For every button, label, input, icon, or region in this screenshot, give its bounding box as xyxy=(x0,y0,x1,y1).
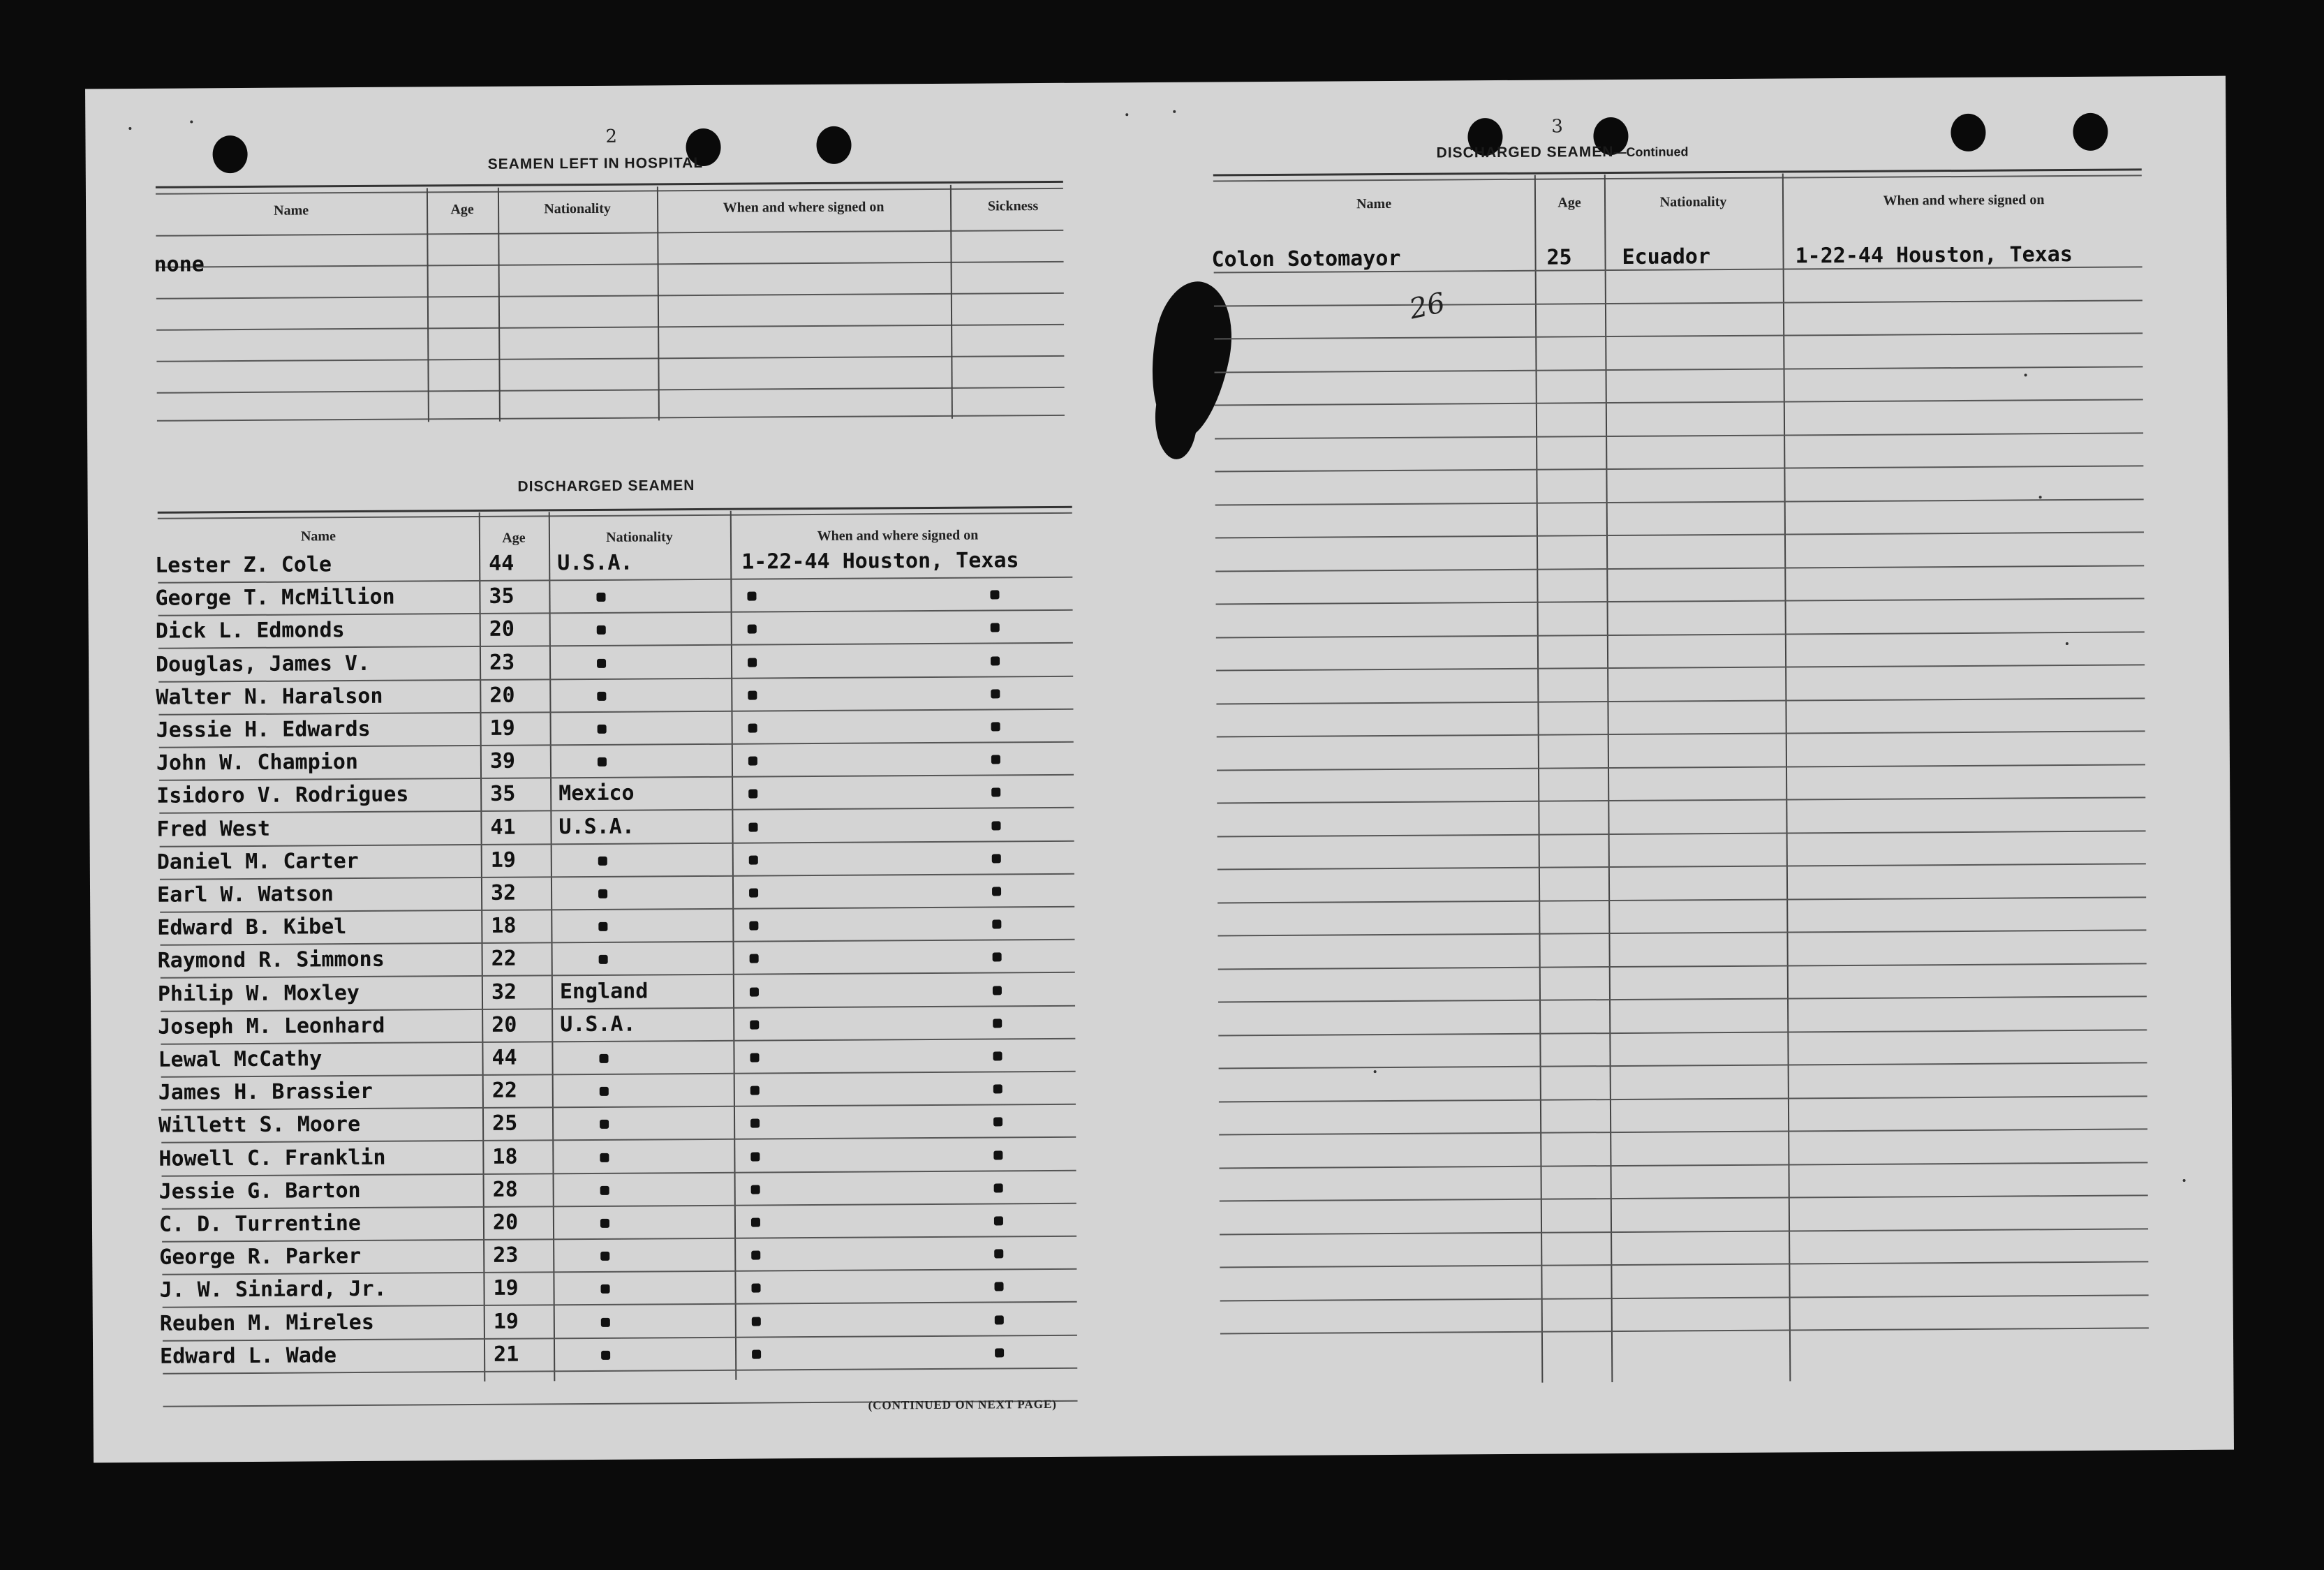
hospital-header-age: Age xyxy=(450,201,474,218)
row-rule xyxy=(1215,565,2144,572)
row-rule xyxy=(1216,598,2145,605)
row-rule xyxy=(160,906,1074,913)
title-text: DISCHARGED SEAMEN xyxy=(1436,144,1614,161)
discharged-header-signed-on: When and where signed on xyxy=(817,527,979,544)
row-rule xyxy=(159,774,1074,781)
seaman-age: 20 xyxy=(491,1012,517,1037)
seaman-age: 28 xyxy=(492,1177,518,1202)
row-rule xyxy=(1216,697,2145,704)
ditto-mark xyxy=(994,1216,1003,1225)
ditto-mark xyxy=(598,922,607,931)
discharged-section-title: DISCHARGED SEAMEN xyxy=(517,477,695,495)
punch-hole xyxy=(2073,113,2108,151)
table-cell: U.S.A. xyxy=(557,550,633,576)
row-rule xyxy=(1220,1294,2149,1301)
ditto-mark xyxy=(994,1183,1003,1192)
seaman-age: 22 xyxy=(491,946,517,971)
ditto-mark xyxy=(749,889,758,898)
seaman-name: Walter N. Haralson xyxy=(156,683,383,710)
seaman-age: 35 xyxy=(490,781,516,806)
seaman-name: Fred West xyxy=(156,816,271,842)
seaman-name: Philip W. Moxley xyxy=(157,981,360,1007)
row-rule xyxy=(1214,299,2142,306)
ditto-mark xyxy=(751,1284,760,1293)
seaman-name: Isidoro V. Rodrigues xyxy=(156,782,409,808)
ditto-mark xyxy=(750,1021,759,1030)
ditto-mark xyxy=(993,1084,1002,1093)
seaman-name: George T. McMillion xyxy=(155,584,395,611)
row-rule xyxy=(1215,531,2144,538)
row-rule xyxy=(1219,1162,2147,1169)
row-rule xyxy=(158,676,1073,683)
row-rule xyxy=(161,939,1075,946)
seaman-age: 19 xyxy=(489,716,515,741)
page-number: 2 xyxy=(605,126,618,147)
ditto-mark xyxy=(600,1087,609,1096)
ditto-mark xyxy=(748,757,757,766)
ditto-mark xyxy=(751,1251,760,1260)
row-rule xyxy=(158,709,1073,716)
row-rule xyxy=(161,972,1075,979)
ditto-mark xyxy=(748,790,757,799)
ditto-mark xyxy=(993,1117,1002,1126)
hospital-header-nationality: Nationality xyxy=(544,200,611,217)
ditto-mark xyxy=(750,1153,760,1162)
seaman-name: John W. Champion xyxy=(156,750,359,776)
row-rule xyxy=(161,1136,1076,1143)
row-rule xyxy=(1217,764,2145,771)
ditto-mark xyxy=(994,1282,1003,1291)
ditto-mark xyxy=(991,821,1000,830)
seaman-age: 20 xyxy=(492,1210,519,1235)
ditto-mark xyxy=(751,1218,760,1227)
row-rule xyxy=(1219,1062,2147,1069)
table-cell: U.S.A. xyxy=(558,814,635,840)
ditto-mark xyxy=(598,857,607,866)
seaman-age: 21 xyxy=(493,1342,519,1367)
row-rule xyxy=(1217,797,2145,803)
row-rule xyxy=(162,1268,1076,1275)
ditto-mark xyxy=(598,757,607,767)
right-grid-col xyxy=(1534,175,1544,1383)
discharged-header-nationality: Nationality xyxy=(606,529,673,545)
ditto-mark xyxy=(597,625,606,635)
row-rule xyxy=(1220,1194,2148,1201)
seaman-name: Earl W. Watson xyxy=(156,882,334,908)
row-rule xyxy=(1217,830,2146,837)
ditto-mark xyxy=(600,1284,609,1294)
ditto-mark xyxy=(992,887,1001,896)
seaman-age: 19 xyxy=(493,1309,519,1334)
page-number: 3 xyxy=(1551,116,1564,138)
right-grid-col xyxy=(1782,174,1791,1382)
seaman-age: 20 xyxy=(489,683,515,708)
row-rule xyxy=(1215,432,2143,439)
ditto-mark xyxy=(991,656,1000,665)
right-header-signed-on: When and where signed on xyxy=(1883,192,2045,209)
row-rule xyxy=(1220,1261,2148,1268)
ditto-mark xyxy=(596,593,605,602)
table-cell: Mexico xyxy=(558,780,635,806)
row-rule xyxy=(1217,929,2146,936)
seaman-name: Edward B. Kibel xyxy=(157,914,347,940)
ditto-mark xyxy=(601,1351,610,1360)
signed-on: 1-22-44 Houston, Texas xyxy=(741,548,1019,575)
ditto-mark xyxy=(992,919,1001,928)
seaman-name: Lester Z. Cole xyxy=(155,552,332,578)
seaman-name: Raymond R. Simmons xyxy=(157,947,385,973)
ditto-mark xyxy=(598,725,607,734)
row-rule xyxy=(160,873,1074,880)
ditto-mark xyxy=(750,1053,759,1062)
ditto-mark xyxy=(600,1153,609,1162)
ditto-mark xyxy=(750,988,759,997)
ditto-mark xyxy=(598,889,607,898)
seaman-name: C. D. Turrentine xyxy=(158,1211,362,1237)
hospital-section-title: SEAMEN LEFT IN HOSPITAL xyxy=(487,154,704,172)
row-rule xyxy=(1220,1327,2149,1334)
row-rule xyxy=(1218,1029,2147,1036)
ditto-mark xyxy=(993,986,1002,995)
row-rule xyxy=(1215,366,2143,373)
ditto-mark xyxy=(993,1051,1002,1060)
ditto-mark xyxy=(600,1120,609,1129)
seaman-name: Douglas, James V. xyxy=(155,651,371,677)
ditto-mark xyxy=(750,1086,760,1095)
hospital-entry: none xyxy=(154,252,205,277)
seaman-age: 23 xyxy=(493,1243,519,1268)
row-rule xyxy=(1217,896,2146,903)
seaman-name: J. W. Siniard, Jr. xyxy=(159,1276,387,1303)
ditto-mark xyxy=(600,1252,609,1261)
ditto-mark xyxy=(995,1348,1004,1357)
ditto-mark xyxy=(993,1150,1002,1160)
seaman-nationality: Ecuador xyxy=(1622,244,1711,269)
left-grid-col xyxy=(730,511,737,1380)
seaman-age: 41 xyxy=(490,815,516,840)
row-rule xyxy=(162,1170,1076,1177)
row-rule xyxy=(160,840,1074,847)
row-rule xyxy=(163,1335,1077,1342)
row-rule xyxy=(1220,1228,2148,1235)
punch-hole xyxy=(1951,114,1985,151)
ditto-mark xyxy=(601,1318,610,1327)
ditto-mark xyxy=(752,1317,761,1326)
row-rule xyxy=(161,1005,1075,1012)
row-rule xyxy=(1219,1128,2147,1135)
ditto-mark xyxy=(993,952,1002,961)
hospital-header-sickness: Sickness xyxy=(987,198,1039,214)
discharged-continued-title xyxy=(1437,143,1689,161)
seaman-name: James H. Brassier xyxy=(158,1079,373,1105)
ditto-mark xyxy=(748,625,757,634)
row-rule xyxy=(1217,730,2145,737)
row-rule xyxy=(1215,465,2143,472)
seaman-age: 19 xyxy=(490,847,517,873)
row-rule xyxy=(161,1038,1075,1045)
row-rule xyxy=(158,609,1073,616)
seaman-name: Dick L. Edmonds xyxy=(155,618,345,644)
seaman-name: Willett S. Moore xyxy=(158,1112,361,1138)
ditto-mark xyxy=(599,955,608,964)
signed-on: 1-22-44 Houston, Texas xyxy=(1795,242,2073,269)
seaman-age: 23 xyxy=(489,650,515,675)
row-rule xyxy=(162,1203,1076,1210)
ditto-mark xyxy=(597,659,606,668)
ditto-mark xyxy=(749,856,758,865)
table-cell: England xyxy=(559,979,649,1005)
hospital-header-signed-on: When and where signed on xyxy=(723,199,885,216)
ditto-mark xyxy=(747,592,756,601)
discharged-header-age: Age xyxy=(502,530,526,546)
ditto-mark xyxy=(991,787,1000,797)
ditto-mark xyxy=(991,722,1000,731)
ditto-mark xyxy=(750,954,759,963)
left-grid-col xyxy=(479,512,486,1382)
row-rule xyxy=(163,1368,1077,1375)
seaman-name: Reuben M. Mireles xyxy=(159,1310,374,1336)
ditto-mark xyxy=(599,1054,608,1063)
right-header-name: Name xyxy=(1356,195,1392,212)
left-grid-col xyxy=(549,512,556,1381)
seaman-age: 22 xyxy=(491,1078,518,1103)
ditto-mark xyxy=(750,1119,760,1128)
seaman-name: Jessie G. Barton xyxy=(158,1178,361,1204)
seaman-name: Colon Sotomayor xyxy=(1211,246,1401,272)
seaman-age: 25 xyxy=(491,1111,518,1136)
seaman-age: 32 xyxy=(491,979,517,1005)
row-rule xyxy=(1217,863,2146,870)
seaman-age: 18 xyxy=(491,913,517,938)
right-header-age: Age xyxy=(1557,195,1581,211)
seaman-name: Jessie H. Edwards xyxy=(156,716,371,743)
hospital-header-name: Name xyxy=(274,202,309,219)
row-rule xyxy=(1214,332,2142,339)
row-rule xyxy=(162,1236,1076,1243)
seaman-age: 18 xyxy=(492,1144,518,1169)
right-grid-col xyxy=(1604,175,1613,1382)
seaman-name: Daniel M. Carter xyxy=(156,849,359,875)
ditto-mark xyxy=(748,658,757,667)
row-rule xyxy=(158,642,1073,649)
ditto-mark xyxy=(990,590,999,599)
ditto-mark xyxy=(751,1185,760,1194)
seaman-age: 39 xyxy=(489,748,516,773)
ink-blot xyxy=(1155,376,1198,459)
row-rule xyxy=(159,741,1074,748)
ditto-mark xyxy=(748,823,757,832)
ditto-mark xyxy=(991,689,1000,698)
seaman-age: 20 xyxy=(489,616,515,642)
row-rule xyxy=(159,807,1074,814)
continued-note: (CONTINUED ON NEXT PAGE) xyxy=(868,1397,1057,1412)
ditto-mark xyxy=(748,724,757,733)
seaman-name: Howell C. Franklin xyxy=(158,1145,386,1171)
row-rule xyxy=(1218,963,2147,970)
ditto-mark xyxy=(992,854,1001,863)
punch-hole xyxy=(816,126,851,164)
punch-hole xyxy=(212,135,247,173)
table-cell: U.S.A. xyxy=(560,1012,636,1037)
row-rule xyxy=(161,1071,1076,1078)
seaman-age: 25 xyxy=(1546,245,1572,270)
row-rule xyxy=(1215,399,2143,406)
seaman-name: Lewal McCathy xyxy=(158,1046,323,1072)
seaman-age: 19 xyxy=(493,1275,519,1301)
row-rule xyxy=(163,1301,1077,1308)
row-rule xyxy=(158,577,1072,584)
seaman-name: Edward L. Wade xyxy=(160,1343,337,1369)
handwritten-count: 26 xyxy=(1406,286,1449,326)
ditto-mark xyxy=(991,623,1000,632)
ditto-mark xyxy=(749,921,758,931)
ditto-mark xyxy=(600,1186,609,1195)
seaman-age: 44 xyxy=(491,1045,517,1070)
right-header-nationality: Nationality xyxy=(1659,194,1727,210)
document-sheet xyxy=(85,76,2234,1463)
seaman-age: 44 xyxy=(489,551,515,576)
seaman-age: 35 xyxy=(489,584,515,609)
row-rule xyxy=(1216,664,2145,671)
ditto-mark xyxy=(597,692,606,701)
row-rule xyxy=(1218,995,2147,1002)
ditto-mark xyxy=(993,1019,1002,1028)
ditto-mark xyxy=(752,1350,761,1359)
row-rule xyxy=(1216,631,2145,638)
ditto-mark xyxy=(600,1219,609,1228)
ditto-mark xyxy=(991,755,1000,764)
seaman-name: Joseph M. Leonhard xyxy=(158,1013,385,1039)
ditto-mark xyxy=(995,1315,1004,1324)
ditto-mark xyxy=(994,1249,1003,1258)
seaman-name: George R. Parker xyxy=(159,1244,362,1270)
seaman-age: 32 xyxy=(490,880,517,905)
row-rule xyxy=(1219,1095,2147,1102)
row-rule xyxy=(161,1104,1076,1111)
discharged-header-name: Name xyxy=(300,528,336,545)
ditto-mark xyxy=(748,691,757,700)
title-suffix: —Continued xyxy=(1613,145,1689,160)
row-rule xyxy=(1215,498,2144,505)
